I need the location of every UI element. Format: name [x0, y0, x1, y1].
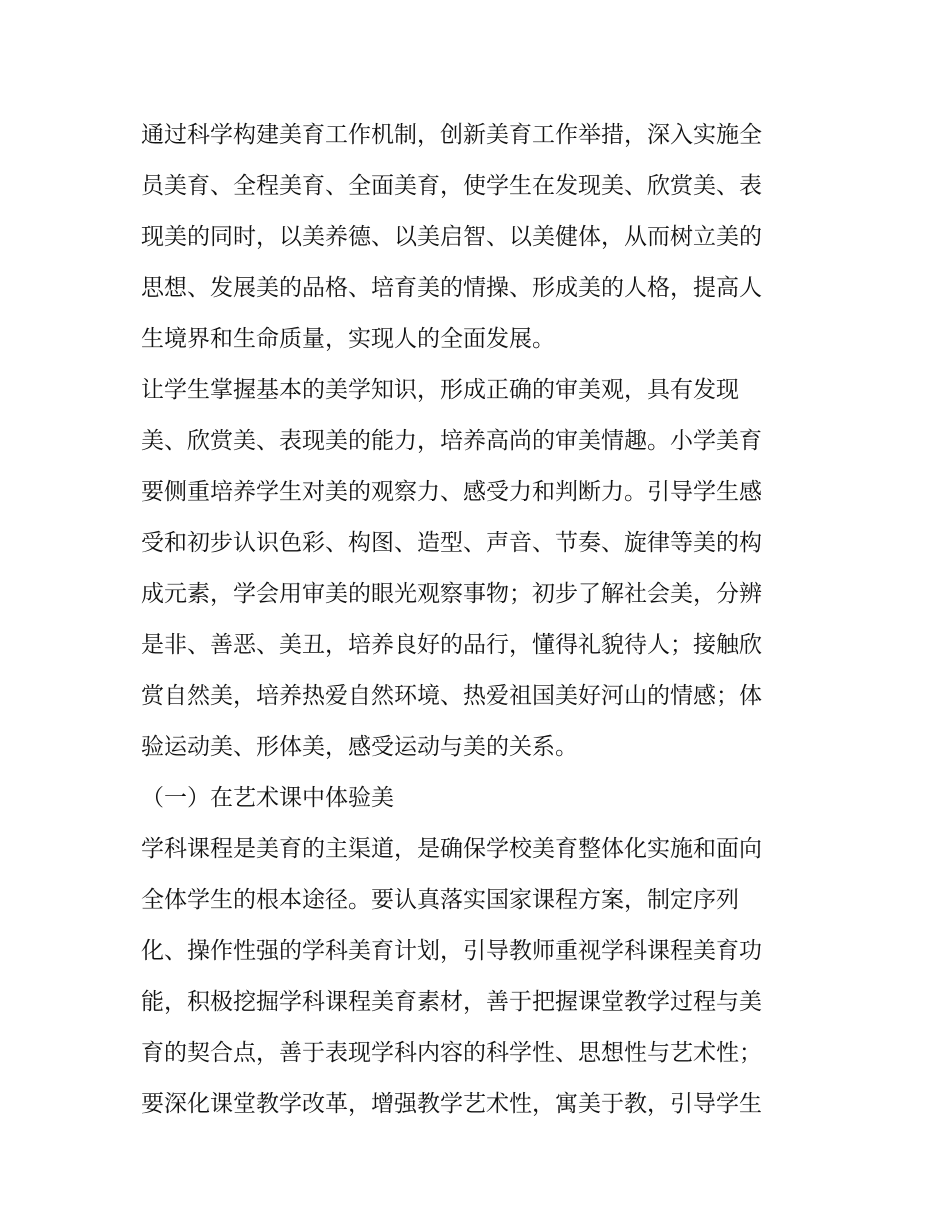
body-text	[141, 110, 821, 1130]
text-line: 化、操作性强的学科美育计划，引导教师重视学科课程美育功	[141, 938, 762, 964]
text-line: 赏自然美，培养热爱自然环境、热爱祖国美好河山的情感；体	[141, 683, 762, 709]
text-line: 思想、发展美的品格、培育美的情操、形成美的人格，提高人	[141, 275, 762, 301]
text-line: 要深化课堂教学改革，增强教学艺术性，寓美于教，引导学生	[141, 1091, 762, 1117]
text-line: 成元素，学会用审美的眼光观察事物；初步了解社会美，分辨	[141, 581, 762, 607]
text-line: 生境界和生命质量，实现人的全面发展。	[141, 326, 555, 352]
text-line: 学科课程是美育的主渠道，是确保学校美育整体化实施和面向	[141, 836, 762, 862]
text-line: 育的契合点，善于表现学科内容的科学性、思想性与艺术性；	[141, 1040, 762, 1066]
text-line: 是非、善恶、美丑，培养良好的品行，懂得礼貌待人；接触欣	[141, 632, 762, 658]
text-line: 全体学生的根本途径。要认真落实国家课程方案，制定序列	[141, 887, 739, 913]
text-line: 通过科学构建美育工作机制，创新美育工作举措，深入实施全	[141, 122, 762, 148]
text-line: 验运动美、形体美，感受运动与美的关系。	[141, 734, 578, 760]
text-line: 让学生掌握基本的美学知识，形成正确的审美观，具有发现	[141, 377, 739, 403]
text-line: 能，积极挖掘学科课程美育素材，善于把握课堂教学过程与美	[141, 989, 762, 1015]
text-line: 员美育、全程美育、全面美育，使学生在发现美、欣赏美、表	[141, 173, 762, 199]
text-line: 现美的同时，以美养德、以美启智、以美健体，从而树立美的	[141, 224, 762, 250]
section-heading: （一）在艺术课中体验美	[141, 785, 394, 811]
text-line: 要侧重培养学生对美的观察力、感受力和判断力。引导学生感	[141, 479, 762, 505]
text-line: 受和初步认识色彩、构图、造型、声音、节奏、旋律等美的构	[141, 530, 762, 556]
text-line: 美、欣赏美、表现美的能力，培养高尚的审美情趣。小学美育	[141, 428, 762, 454]
